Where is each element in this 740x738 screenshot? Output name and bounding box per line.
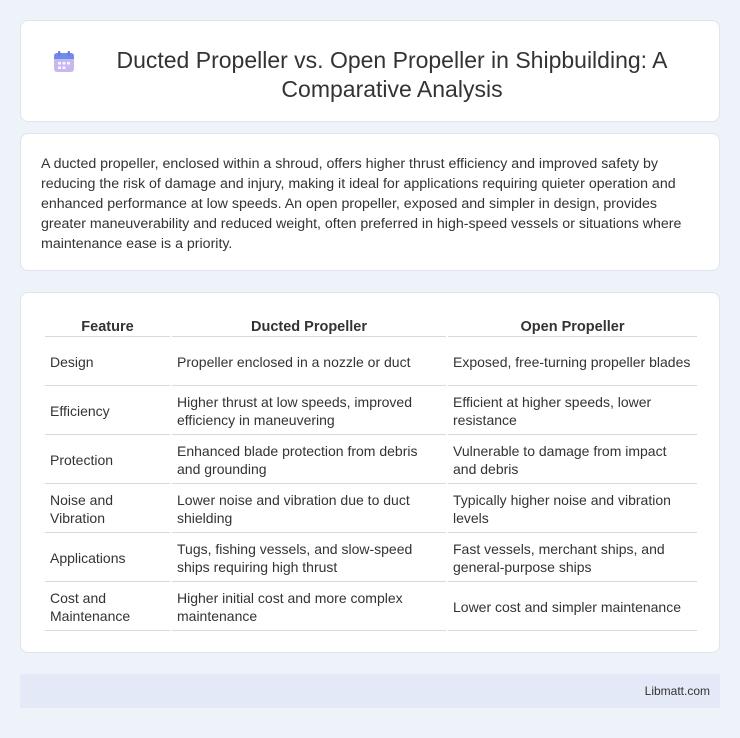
- header-feature: Feature: [45, 315, 170, 337]
- ducted-cell: Lower noise and vibration due to duct shielding: [172, 486, 446, 533]
- feature-cell: Noise and Vibration: [45, 486, 170, 533]
- comparison-table-card: [20, 292, 720, 653]
- feature-cell: Applications: [45, 535, 170, 582]
- ducted-cell: Higher initial cost and more complex maintenance: [172, 584, 446, 631]
- open-cell: Exposed, free-turning propeller blades: [448, 339, 697, 386]
- footer-site-link[interactable]: Libmatt.com: [644, 684, 710, 698]
- open-cell: Vulnerable to damage from impact and debris: [448, 437, 697, 484]
- page-title: Ducted Propeller vs. Open Propeller in Shipbuilding: A Comparative Analysis: [116, 47, 668, 102]
- header-open-propeller: Open Propeller: [448, 315, 697, 337]
- ducted-cell: Propeller enclosed in a nozzle or duct: [172, 339, 446, 386]
- open-cell: Typically higher noise and vibration levels: [448, 486, 697, 533]
- feature-cell: Design: [45, 339, 170, 386]
- open-cell: Fast vessels, merchant ships, and general-purpose ships: [448, 535, 697, 582]
- title-card: [20, 20, 720, 122]
- ducted-cell: Tugs, fishing vessels, and slow-speed ships requiring high thrust: [172, 535, 446, 582]
- calendar-icon: [51, 49, 77, 75]
- comparison-table: [43, 313, 699, 633]
- intro-card: [20, 133, 720, 271]
- open-cell: Lower cost and simpler maintenance: [448, 584, 697, 631]
- intro-paragraph: A ducted propeller, enclosed within a shroud, offers higher thrust efficiency and improved safety by reducing the risk of damage and injury, making it ideal for applications requiring quieter operation and enhanced performance at low speeds. An open propeller, exposed and simpler in design, provides greater maneuverability and reduced weight, often preferred in high-speed vessels or situations where maintenance ease is a priority.: [41, 156, 682, 252]
- feature-cell: Efficiency: [45, 388, 170, 435]
- table-row: [45, 584, 697, 631]
- table-row: [45, 339, 697, 386]
- header-ducted-propeller: Ducted Propeller: [172, 315, 446, 337]
- ducted-cell: Higher thrust at low speeds, improved efficiency in maneuvering: [172, 388, 446, 435]
- table-row: [45, 486, 697, 533]
- title-row: [21, 21, 719, 104]
- feature-cell: Cost and Maintenance: [45, 584, 170, 631]
- table-row: [45, 388, 697, 435]
- feature-cell: Protection: [45, 437, 170, 484]
- table-row: [45, 437, 697, 484]
- open-cell: Efficient at higher speeds, lower resistance: [448, 388, 697, 435]
- table-header-row: [45, 315, 697, 337]
- table-row: [45, 535, 697, 582]
- ducted-cell: Enhanced blade protection from debris and grounding: [172, 437, 446, 484]
- footer: [20, 674, 720, 708]
